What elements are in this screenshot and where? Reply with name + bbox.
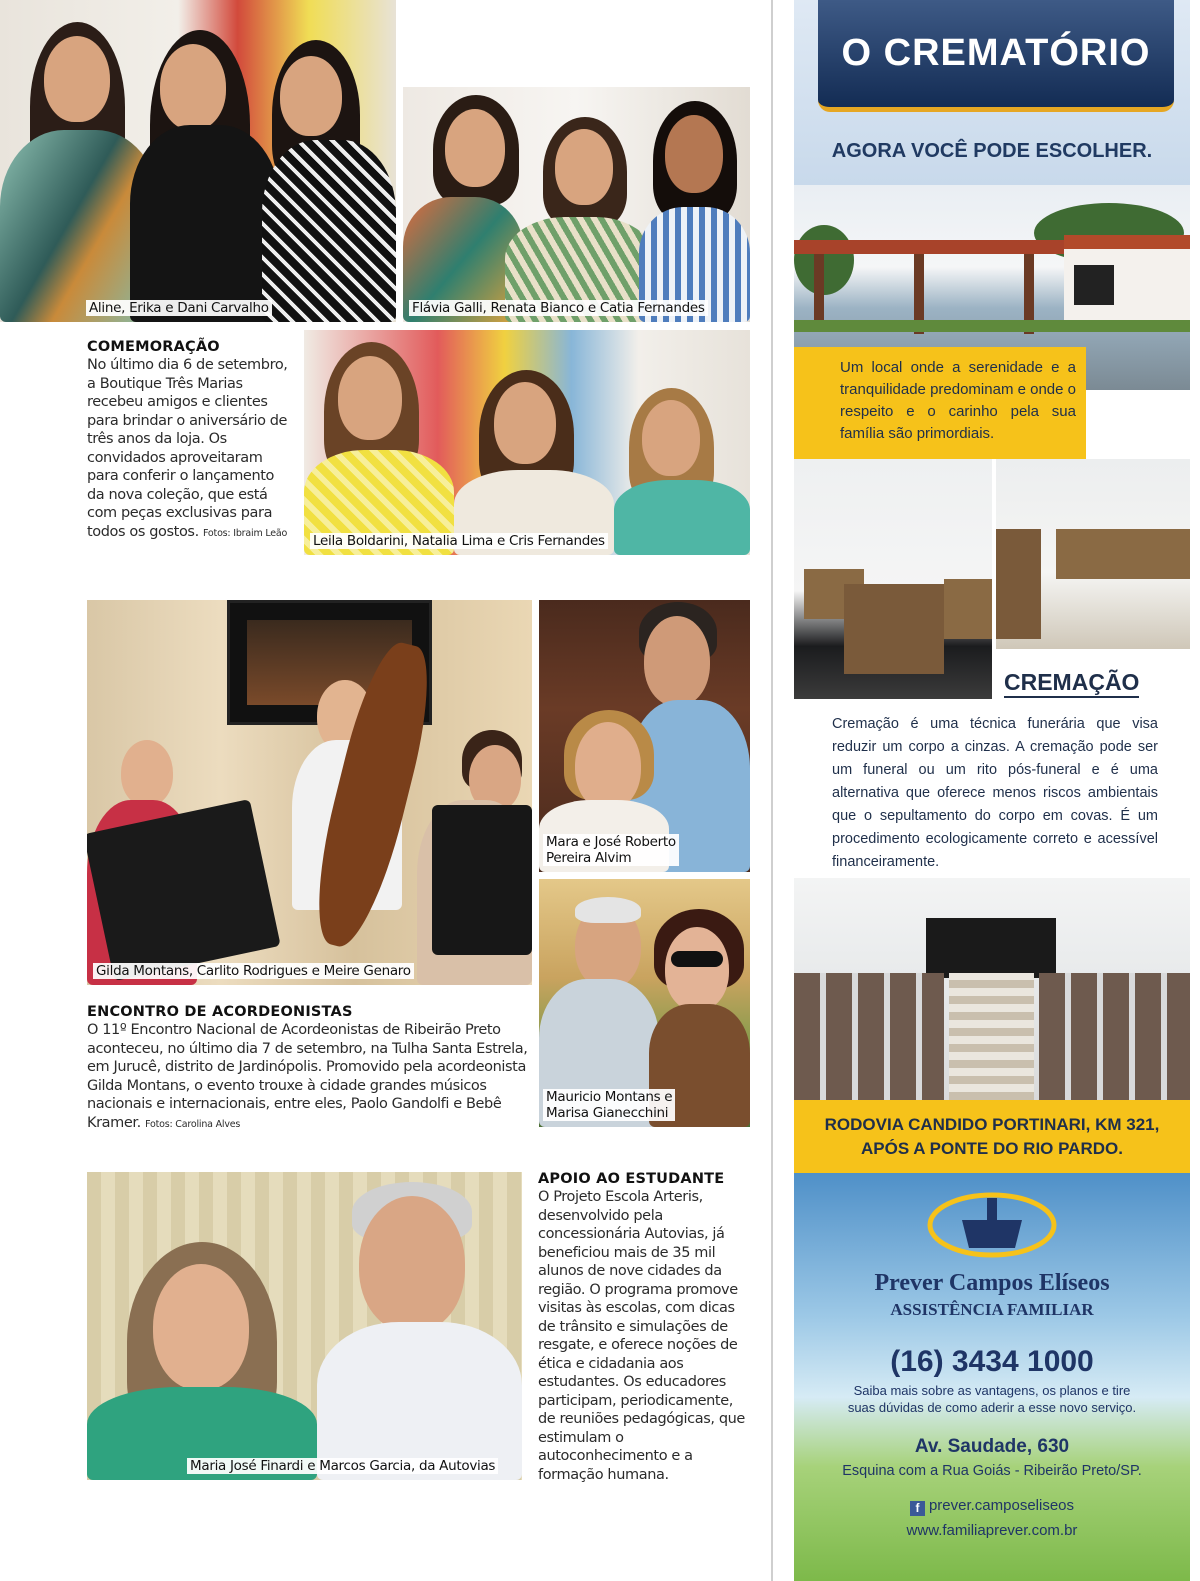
- crematorio-room-photo: [794, 459, 992, 699]
- photo-mara-jose-roberto: [539, 600, 750, 872]
- ad-title-box: [818, 0, 1174, 112]
- photo-caption: Maria José Finardi e Marcos Garcia, da Autovias: [187, 1458, 498, 1474]
- page-divider: [771, 0, 773, 1581]
- photo-leila-natalia-cris: [304, 330, 750, 555]
- facebook-line[interactable]: [794, 1497, 1190, 1516]
- ad-title: O CREMATÓRIO: [841, 32, 1151, 74]
- article-body: O Projeto Escola Arteris, desenvolvido pela concessionária Autovias, já beneficiou mais de 35 mil alunos de nove cidades da região. O programa promove visitas às escolas, com dicas de trânsito e simulações de resgate, e oferece noções de ética e cidadania aos estudantes. Os educadores participam, periodicamente, de reuniões pedagógicas, que estimulam o autoconhecimento e a formação humana.: [538, 1189, 745, 1483]
- photo-aline-erika-dani: [0, 0, 396, 322]
- photo-mauricio-marisa: [539, 879, 750, 1127]
- photo-caption: Mara e José Roberto Pereira Alvim: [543, 834, 679, 866]
- facebook-icon: f: [910, 1501, 925, 1516]
- photo-caption: Flávia Galli, Renata Bianco e Catia Fernandes: [409, 300, 708, 316]
- photo-flavia-renata-catia: [403, 87, 750, 322]
- photo-caption: Aline, Erika e Dani Carvalho: [86, 300, 272, 316]
- crematorio-chapel-photo: [794, 878, 1190, 1100]
- photo-caption: Leila Boldarini, Natalia Lima e Cris Fernandes: [310, 533, 608, 549]
- article-body: No último dia 6 de setembro, a Boutique Três Marias recebeu amigos e clientes para brindar o aniversário de três anos da loja. Os convidados aproveitaram para conferir o lançamento da nova coleção, que está com peças exclusivas para todos os gostos.: [87, 357, 288, 540]
- photo-acordeonistas: [87, 600, 532, 985]
- photo-caption: Mauricio Montans e Marisa Gianecchini: [543, 1089, 675, 1121]
- brand-name: Prever Campos Elíseos: [874, 1270, 1110, 1296]
- ad-section-title: CREMAÇÃO: [1004, 668, 1139, 698]
- article-body: O 11º Encontro Nacional de Acordeonistas de Ribeirão Preto aconteceu, no último dia 7 de setembro, na Tulha Santa Estrela, em Jurucê, distrito de Jardinópolis. Promovido pela acordeonista Gilda Montans, o evento trouxe à cidade grandes músicos nacionais e internacionais, entre eles, Paolo Gandolfi e Bebê Kramer.: [87, 1022, 528, 1131]
- photo-credit: Fotos: Carolina Alves: [145, 1118, 241, 1130]
- website-link[interactable]: www.familiaprever.com.br: [906, 1522, 1078, 1539]
- address-detail: Esquina com a Rua Goiás - Ribeirão Preto/SP.: [842, 1463, 1142, 1479]
- photo-maria-jose-marcos: [87, 1172, 522, 1480]
- article-title: COMEMORAÇÃO: [87, 339, 220, 355]
- ad-road-address: RODOVIA CANDIDO PORTINARI, KM 321, APÓS A PONTE DO RIO PARDO.: [794, 1100, 1190, 1173]
- info-line-2: suas dúvidas de como aderir a esse novo serviço.: [847, 1400, 1137, 1415]
- photo-caption: Gilda Montans, Carlito Rodrigues e Meire Genaro: [93, 963, 414, 979]
- ad-quote-box: Um local onde a serenidade e a tranquilidade predominam e onde o respeito e o carinho pela sua família são primordiais.: [794, 347, 1086, 459]
- ad-subtitle: AGORA VOCÊ PODE ESCOLHER.: [831, 140, 1153, 162]
- info-line-1: Saiba mais sobre as vantagens, os planos e tire: [853, 1383, 1131, 1398]
- crematorio-ad: [794, 0, 1190, 1581]
- article-title: ENCONTRO DE ACORDEONISTAS: [87, 1004, 353, 1020]
- photo-credit: Fotos: Ibraim Leão: [203, 527, 288, 539]
- street-address: Av. Saudade, 630: [914, 1436, 1070, 1457]
- article-apoio-estudante: [538, 1170, 750, 1484]
- prever-logo-icon: [927, 1190, 1057, 1260]
- crematorio-lounge-photo: [996, 459, 1190, 649]
- ad-section-text: Cremação é uma técnica funerária que visa reduzir um corpo a cinzas. A cremação pode ser um funeral ou um rito pós-funeral e é uma alternativa que oferece menos riscos ambientais que o sepultamento do corpo em covas. É um procedimento ecologicamente correto e acessível financeiramente.: [832, 716, 1158, 870]
- article-comemoracao: [87, 338, 292, 543]
- article-acordeonistas: [87, 1003, 532, 1134]
- brand-subtitle: ASSISTÊNCIA FAMILIAR: [890, 1300, 1094, 1319]
- facebook-handle: prever.camposeliseos: [928, 1497, 1075, 1514]
- phone-number[interactable]: (16) 3434 1000: [890, 1345, 1094, 1378]
- article-title: APOIO AO ESTUDANTE: [538, 1171, 725, 1187]
